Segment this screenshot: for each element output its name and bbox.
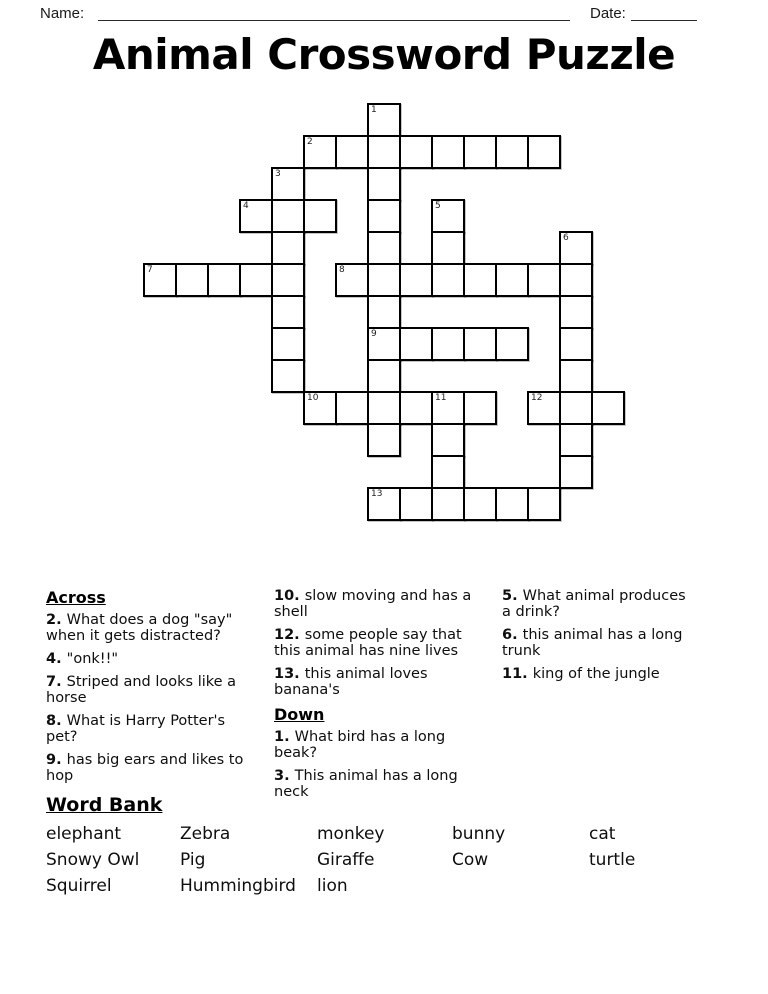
crossword-grid bbox=[143, 103, 625, 521]
clue-across-8: 8. What is Harry Potter's pet? bbox=[46, 713, 226, 745]
grid-cell-10-12[interactable] bbox=[463, 487, 497, 521]
grid-cell-7-7[interactable] bbox=[367, 327, 401, 361]
grid-cell-4-3[interactable] bbox=[271, 199, 305, 233]
clue-across-13: 13. this animal loves banana's bbox=[274, 666, 428, 698]
grid-cell-9-5[interactable] bbox=[431, 263, 465, 297]
grid-cell-6-5[interactable] bbox=[335, 263, 369, 297]
cell-number-13: 13 bbox=[371, 489, 383, 499]
clue-across-9: 9. has big ears and likes to hop bbox=[46, 752, 244, 784]
grid-cell-14-9[interactable] bbox=[591, 391, 625, 425]
grid-cell-11-1[interactable] bbox=[495, 135, 529, 169]
grid-cell-9-12[interactable] bbox=[431, 487, 465, 521]
word-bank-item-zebra: Zebra bbox=[180, 824, 231, 844]
grid-cell-9-1[interactable] bbox=[431, 135, 465, 169]
clue-down-5: 5. What animal produces a drink? bbox=[502, 588, 686, 620]
grid-cell-11-5[interactable] bbox=[495, 263, 529, 297]
grid-cell-9-11[interactable] bbox=[431, 455, 465, 489]
grid-cell-9-4[interactable] bbox=[431, 231, 465, 265]
word-bank-item-monkey: monkey bbox=[317, 824, 385, 844]
cell-number-10: 10 bbox=[307, 393, 319, 403]
grid-cell-13-5[interactable] bbox=[559, 263, 593, 297]
grid-cell-0-5[interactable] bbox=[143, 263, 177, 297]
grid-cell-10-7[interactable] bbox=[463, 327, 497, 361]
cell-number-6: 6 bbox=[563, 233, 569, 243]
grid-cell-4-7[interactable] bbox=[271, 327, 305, 361]
across-clues-part2 bbox=[274, 588, 492, 698]
word-bank-item-bunny: bunny bbox=[452, 824, 506, 844]
grid-cell-5-9[interactable] bbox=[303, 391, 337, 425]
word-bank-item-turtle: turtle bbox=[589, 850, 636, 870]
word-bank-list bbox=[46, 821, 722, 899]
grid-cell-8-5[interactable] bbox=[399, 263, 433, 297]
cell-number-1: 1 bbox=[371, 105, 377, 115]
cell-number-9: 9 bbox=[371, 329, 377, 339]
grid-cell-7-12[interactable] bbox=[367, 487, 401, 521]
cell-number-2: 2 bbox=[307, 137, 313, 147]
date-label: Date: bbox=[590, 5, 626, 22]
grid-cell-9-7[interactable] bbox=[431, 327, 465, 361]
grid-cell-12-5[interactable] bbox=[527, 263, 561, 297]
grid-cell-11-7[interactable] bbox=[495, 327, 529, 361]
clue-across-12: 12. some people say that this animal has nine lives bbox=[274, 627, 462, 659]
grid-cell-7-8[interactable] bbox=[367, 359, 401, 393]
grid-cell-9-10[interactable] bbox=[431, 423, 465, 457]
across-clues-part1 bbox=[46, 612, 256, 784]
cell-number-8: 8 bbox=[339, 265, 345, 275]
clue-across-4: 4. "onk!!" bbox=[46, 651, 119, 667]
grid-cell-11-12[interactable] bbox=[495, 487, 529, 521]
word-bank-heading: Word Bank bbox=[46, 794, 163, 816]
grid-cell-5-3[interactable] bbox=[303, 199, 337, 233]
cell-number-7: 7 bbox=[147, 265, 153, 275]
clue-across-2: 2. What does a dog "say" when it gets distracted? bbox=[46, 612, 233, 644]
grid-cell-12-9[interactable] bbox=[527, 391, 561, 425]
grid-cell-5-1[interactable] bbox=[303, 135, 337, 169]
grid-cell-13-4[interactable] bbox=[559, 231, 593, 265]
grid-cell-1-5[interactable] bbox=[175, 263, 209, 297]
grid-cell-7-5[interactable] bbox=[367, 263, 401, 297]
grid-cell-10-9[interactable] bbox=[463, 391, 497, 425]
word-bank-item-cat: cat bbox=[589, 824, 616, 844]
grid-cell-9-9[interactable] bbox=[431, 391, 465, 425]
clue-down-11: 11. king of the jungle bbox=[502, 666, 660, 682]
grid-cell-12-1[interactable] bbox=[527, 135, 561, 169]
grid-cell-13-8[interactable] bbox=[559, 359, 593, 393]
word-bank-item-hummingbird: Hummingbird bbox=[180, 876, 296, 896]
grid-cell-4-5[interactable] bbox=[271, 263, 305, 297]
grid-cell-13-11[interactable] bbox=[559, 455, 593, 489]
clue-column-1 bbox=[46, 588, 256, 791]
grid-cell-8-9[interactable] bbox=[399, 391, 433, 425]
grid-cell-10-5[interactable] bbox=[463, 263, 497, 297]
cell-number-11: 11 bbox=[435, 393, 447, 403]
clue-across-10: 10. slow moving and has a shell bbox=[274, 588, 472, 620]
grid-cell-7-6[interactable] bbox=[367, 295, 401, 329]
grid-cell-4-4[interactable] bbox=[271, 231, 305, 265]
down-heading: Down bbox=[274, 705, 325, 724]
grid-cell-10-1[interactable] bbox=[463, 135, 497, 169]
grid-cell-4-8[interactable] bbox=[271, 359, 305, 393]
word-bank-item-elephant: elephant bbox=[46, 824, 122, 844]
clue-column-2 bbox=[274, 588, 492, 807]
across-heading: Across bbox=[46, 588, 106, 607]
clue-down-6: 6. this animal has a long trunk bbox=[502, 627, 683, 659]
page-title: Animal Crossword Puzzle bbox=[92, 30, 676, 79]
grid-cell-12-12[interactable] bbox=[527, 487, 561, 521]
grid-cell-6-1[interactable] bbox=[335, 135, 369, 169]
grid-cell-13-9[interactable] bbox=[559, 391, 593, 425]
down-clues-part1 bbox=[274, 729, 492, 800]
down-clues-part2 bbox=[502, 588, 698, 682]
name-label: Name: bbox=[40, 5, 85, 22]
grid-cell-7-9[interactable] bbox=[367, 391, 401, 425]
grid-cell-2-5[interactable] bbox=[207, 263, 241, 297]
word-bank-item-cow: Cow bbox=[452, 850, 489, 870]
grid-cell-7-2[interactable] bbox=[367, 167, 401, 201]
clue-down-3: 3. This animal has a long neck bbox=[274, 768, 458, 800]
clue-column-3 bbox=[502, 588, 698, 689]
date-input-line[interactable] bbox=[631, 3, 697, 21]
grid-cell-7-4[interactable] bbox=[367, 231, 401, 265]
cell-number-5: 5 bbox=[435, 201, 441, 211]
word-bank-item-squirrel: Squirrel bbox=[46, 876, 112, 896]
cell-number-3: 3 bbox=[275, 169, 281, 179]
grid-cell-6-9[interactable] bbox=[335, 391, 369, 425]
grid-cell-3-5[interactable] bbox=[239, 263, 273, 297]
grid-cell-4-6[interactable] bbox=[271, 295, 305, 329]
cell-number-4: 4 bbox=[243, 201, 249, 211]
name-input-line[interactable] bbox=[98, 3, 570, 21]
clue-down-1: 1. What bird has a long beak? bbox=[274, 729, 446, 761]
word-bank-item-snowy-owl: Snowy Owl bbox=[46, 850, 140, 870]
grid-cell-8-7[interactable] bbox=[399, 327, 433, 361]
grid-cell-7-3[interactable] bbox=[367, 199, 401, 233]
grid-cell-8-12[interactable] bbox=[399, 487, 433, 521]
grid-cell-3-3[interactable] bbox=[239, 199, 273, 233]
grid-cell-8-1[interactable] bbox=[399, 135, 433, 169]
word-bank-item-giraffe: Giraffe bbox=[317, 850, 375, 870]
cell-number-12: 12 bbox=[531, 393, 543, 403]
grid-cell-4-2[interactable] bbox=[271, 167, 305, 201]
grid-cell-9-3[interactable] bbox=[431, 199, 465, 233]
grid-cell-7-0[interactable] bbox=[367, 103, 401, 137]
grid-cell-13-6[interactable] bbox=[559, 295, 593, 329]
word-bank-item-pig: Pig bbox=[180, 850, 206, 870]
grid-cell-7-1[interactable] bbox=[367, 135, 401, 169]
clue-across-7: 7. Striped and looks like a horse bbox=[46, 674, 237, 706]
grid-cell-13-7[interactable] bbox=[559, 327, 593, 361]
grid-cell-13-10[interactable] bbox=[559, 423, 593, 457]
word-bank-item-lion: lion bbox=[317, 876, 348, 896]
grid-cell-7-10[interactable] bbox=[367, 423, 401, 457]
